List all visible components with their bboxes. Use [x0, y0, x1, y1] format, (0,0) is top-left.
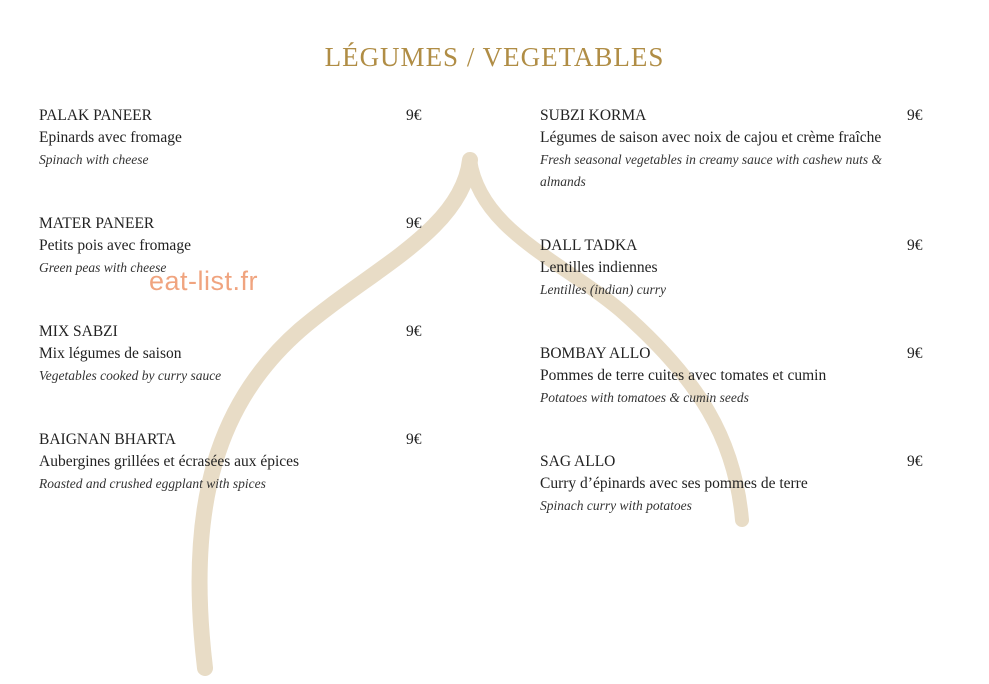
dish-description-en: Vegetables cooked by curry sauce: [39, 368, 222, 383]
dish-price: 9€: [907, 453, 923, 470]
dish-description-fr: Mix légumes de saison: [39, 345, 182, 362]
dish-price: 9€: [406, 215, 422, 232]
dish-description-en: Potatoes with tomatoes & cumin seeds: [540, 390, 749, 405]
menu-item: [39, 105, 182, 171]
dish-description-fr: Curry d’épinards avec ses pommes de terre: [540, 475, 808, 492]
dish-description-fr: Lentilles indiennes: [540, 259, 658, 276]
dish-price: 9€: [406, 431, 422, 448]
menu-item: [540, 451, 808, 517]
dish-name: PALAK PANEER: [39, 107, 152, 124]
menu-item: [540, 235, 666, 301]
dish-description-en: Roasted and crushed eggplant with spices: [39, 476, 266, 491]
dish-description-fr: Aubergines grillées et écrasées aux épices: [39, 453, 300, 470]
menu-item: [540, 105, 905, 193]
dish-price: 9€: [907, 237, 923, 254]
dish-name: SUBZI KORMA: [540, 107, 647, 124]
dish-description-fr: Légumes de saison avec noix de cajou et crème fraîche: [540, 129, 882, 146]
dish-price: 9€: [907, 107, 923, 124]
dish-description-fr: Petits pois avec fromage: [39, 237, 191, 254]
dish-name: MIX SABZI: [39, 323, 118, 340]
dish-description-en: Lentilles (indian) curry: [540, 282, 666, 297]
page-title: LÉGUMES / VEGETABLES: [324, 42, 665, 72]
dish-description-en: Fresh seasonal vegetables in creamy sauce with cashew nuts & almands: [540, 152, 883, 189]
dish-price: 9€: [406, 107, 422, 124]
menu-item: [540, 343, 826, 409]
dish-description-en: Spinach curry with potatoes: [540, 498, 692, 513]
dish-name: SAG ALLO: [540, 453, 616, 470]
dish-name: MATER PANEER: [39, 215, 155, 232]
watermark-text: eat-list.fr: [149, 266, 259, 296]
dish-description-en: Spinach with cheese: [39, 152, 149, 167]
dish-name: DALL TADKA: [540, 237, 638, 254]
dish-price: 9€: [406, 323, 422, 340]
dish-description-fr: Epinards avec fromage: [39, 129, 182, 146]
dish-description-fr: Pommes de terre cuites avec tomates et cumin: [540, 367, 827, 384]
dish-name: BOMBAY ALLO: [540, 345, 651, 362]
dish-price: 9€: [907, 345, 923, 362]
menu-item: [39, 429, 299, 495]
dish-name: BAIGNAN BHARTA: [39, 431, 176, 448]
dish-description-en: Green peas with cheese: [39, 260, 167, 275]
menu-item: [39, 321, 221, 387]
